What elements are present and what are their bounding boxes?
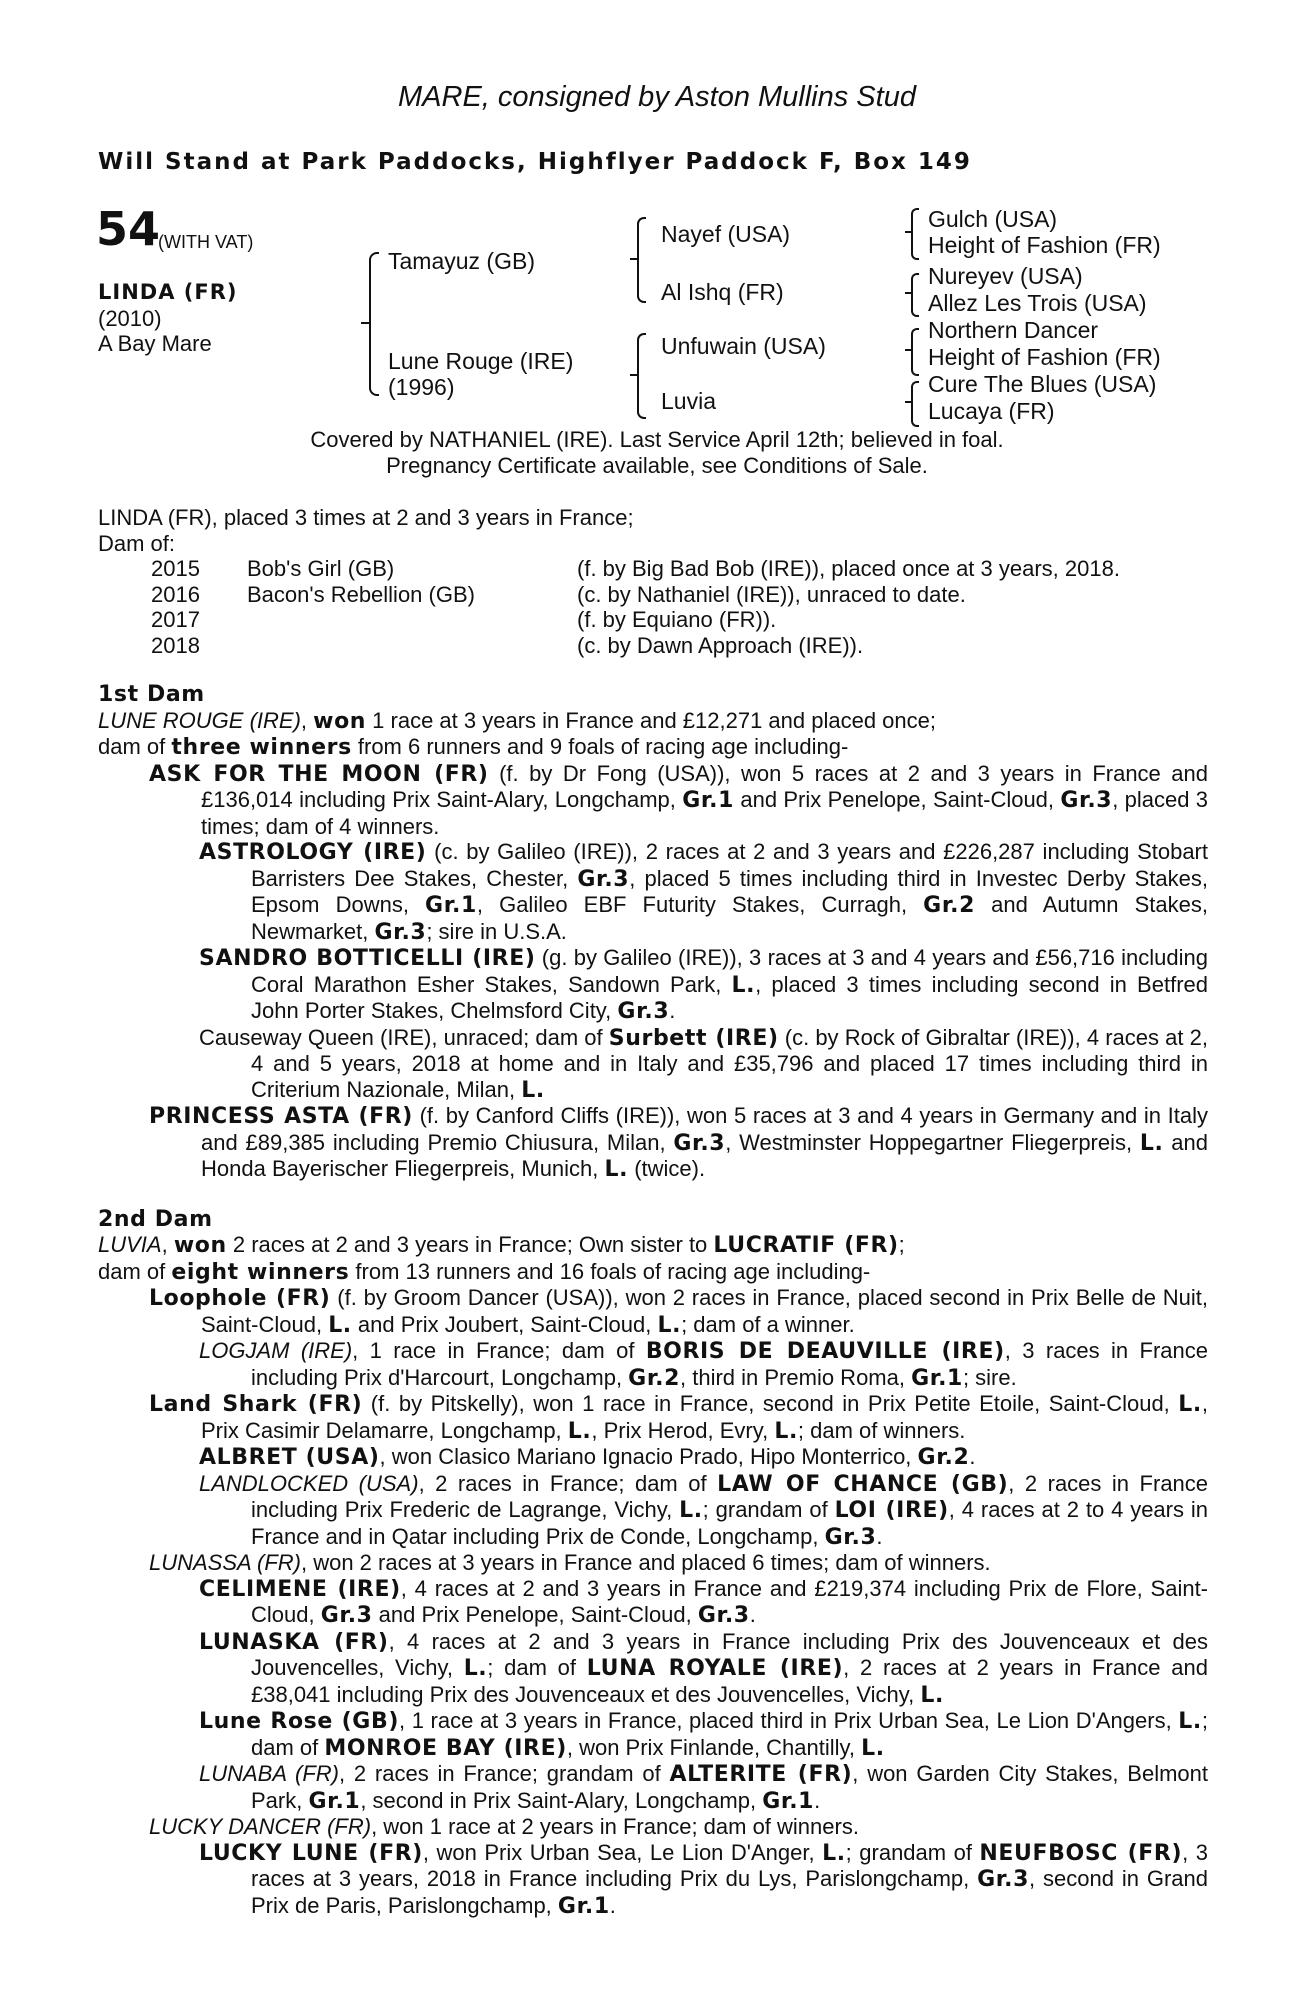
text-run: ; dam of winners. [797, 1417, 966, 1443]
dam-sire-sire: Northern Dancer [928, 317, 1099, 343]
text-run: , won Prix Urban Sea, Le Lion D'Anger, [422, 1839, 823, 1865]
pedigree-brace-2 [637, 217, 646, 303]
offspring-name [247, 607, 577, 633]
text-run: , Prix Casimir Delamarre, Longchamp, [201, 1391, 1208, 1443]
text-run: ; dam of [251, 1708, 1208, 1760]
bold-text: Gr.2 [628, 1365, 681, 1391]
text-run: , second in Grand Prix de Paris, Parislongchamp, [251, 1866, 1208, 1918]
dam-sire-dam: Height of Fashion (FR) [928, 344, 1161, 370]
text-run: ; dam of [487, 1655, 587, 1680]
bold-text: Gr.3 [1060, 788, 1113, 813]
text-run: dam of [98, 734, 172, 759]
bold-text: L. [604, 1157, 629, 1182]
italic-text: LUCKY DANCER (FR) [149, 1814, 372, 1839]
text-run: , 2 races in France; grandam of [338, 1761, 670, 1786]
horse-name: LINDA (FR) [98, 280, 238, 304]
bold-text: Gr.3 [977, 1867, 1029, 1892]
text-run: ; dam of a winner. [681, 1311, 855, 1337]
produce-entry [98, 1025, 1208, 1104]
horse-description: A Bay Mare [98, 331, 212, 356]
text-run: , won 1 race at 2 years in France; dam of winners. [371, 1814, 859, 1839]
text-run: from 13 runners and 16 foals of racing age including- [349, 1258, 871, 1284]
text-run: , 4 races at 2 and 3 years in France including Prix des Jouvenceaux et des Jouvencelles, Vichy, [251, 1628, 1208, 1680]
sire-dam-dam: Allez Les Trois (USA) [928, 290, 1147, 316]
bold-text: three winners [171, 735, 352, 760]
consignor-title: MARE, consigned by Aston Mullins Stud [398, 81, 916, 113]
sire-dam-sire: Nureyev (USA) [928, 263, 1083, 289]
bold-text: BORIS DE DEAUVILLE (IRE) [645, 1339, 1005, 1364]
bold-text: Land Shark (FR) [149, 1392, 363, 1417]
bold-text: L. [679, 1498, 703, 1523]
bold-text: Gr.2 [917, 1445, 970, 1470]
text-run: (c. by Rock of Gibraltar (IRE)), 4 races at 2, 4 and 5 years, 2018 at home and in Italy and £35,796 and placed 17 times including third in Criterium Nazionale, Milan, [251, 1024, 1208, 1102]
text-run: from 6 runners and 9 foals of racing age including- [351, 734, 849, 759]
bold-text: Gr.2 [923, 893, 975, 918]
text-run: (f. by Dr Fong (USA)), won 5 races at 2 and 3 years in France and £136,014 including Prix Saint-Alary, Longchamp, [201, 760, 1208, 812]
covered-note [0, 427, 1314, 478]
text-run: , third in Premio Roma, [680, 1364, 912, 1390]
text-run: (c. by Galileo (IRE)), 2 races at 2 and 3 years and £226,287 including Stobart Barristers Dee Stakes, Chester, [251, 839, 1208, 891]
text-run: . [669, 998, 676, 1023]
text-run: , placed 5 times including third in Investec Derby Stakes, Epsom Downs, [251, 865, 1209, 917]
bold-text: LUCRATIF (FR) [713, 1233, 899, 1258]
bold-text: L. [657, 1312, 682, 1338]
bold-text: ALBRET (USA) [199, 1445, 380, 1470]
dam-dam: Luvia [661, 388, 716, 414]
text-run: , Galileo EBF Futurity Stakes, Curragh, [476, 892, 924, 917]
text-run: , 3 races in France including Prix d'Harcourt, Longchamp, [251, 1338, 1209, 1390]
bold-text: LOI (IRE) [834, 1498, 949, 1523]
italic-text: LANDLOCKED (USA) [199, 1470, 419, 1496]
produce-entry [98, 1444, 1208, 1471]
produce-entry [98, 761, 1208, 840]
text-run: 1 race at 3 years in France and £12,271 and placed once; [366, 707, 936, 733]
italic-text: LUNASSA (FR) [149, 1550, 301, 1575]
bold-text: L. [731, 972, 756, 998]
text-run: , 4 races at 2 to 4 years in France and in Qatar including Prix de Conde, Longchamp, [251, 1497, 1208, 1549]
bold-text: Lune Rose (GB) [199, 1709, 399, 1734]
text-run: ; grandam of [845, 1839, 980, 1865]
first-dam-line [98, 708, 1208, 735]
offspring-row [151, 633, 1120, 659]
produce-entry [98, 1103, 1208, 1183]
produce-entry [98, 1708, 1208, 1761]
bold-text: Surbett (IRE) [608, 1025, 779, 1051]
text-run: , [161, 1232, 174, 1257]
bold-text: LUCKY LUNE (FR) [199, 1840, 423, 1866]
text-run: , 3 races at 3 years, 2018 in France including Prix du Lys, Parislongchamp, [251, 1839, 1208, 1891]
dam-of-label: Dam of: [98, 530, 176, 556]
bold-text: ASK FOR THE MOON (FR) [149, 761, 489, 787]
produce-entry [98, 1761, 1208, 1814]
dam-sire: Unfuwain (USA) [661, 333, 826, 359]
bold-text: Gr.3 [617, 999, 670, 1024]
text-run: (g. by Galileo (IRE)), 3 races at 3 and 4 years and £56,716 including Coral Marathon Esher Stakes, Sandown Park, [251, 945, 1209, 997]
text-run: , placed 3 times; dam of 4 winners. [201, 787, 1208, 839]
bold-text: Gr.3 [673, 1130, 726, 1156]
first-dam-heading: 1st Dam [98, 682, 205, 707]
text-run: , 2 races in France; dam of [418, 1470, 718, 1496]
text-run: , 2 races in France including Prix Frederic de Lagrange, Vichy, [251, 1470, 1209, 1522]
text-run: . [814, 1787, 821, 1813]
catalogue-body [98, 505, 1208, 1919]
text-run: ; sire. [962, 1364, 1017, 1390]
offspring-year: 2017 [151, 607, 200, 632]
bold-text: L. [774, 1418, 798, 1444]
sire-sire-dam: Height of Fashion (FR) [928, 232, 1161, 258]
bold-text: NEUFBOSC (FR) [979, 1840, 1183, 1866]
horse-info [98, 280, 237, 357]
bold-text: L. [1178, 1392, 1202, 1417]
bold-text: CELIMENE (IRE) [199, 1576, 401, 1602]
offspring-year: 2015 [151, 556, 200, 581]
italic-text: LUNABA (FR) [199, 1761, 339, 1786]
bold-text: won [173, 1233, 227, 1258]
text-run: ; sire in U.S.A. [426, 918, 567, 944]
text-run: and Honda Bayerischer Fliegerpreis, Munich, [201, 1129, 1208, 1181]
produce-entry [98, 945, 1208, 1025]
text-run: (f. by Pitskelly), won 1 race in France, second in Prix Petite Etoile, Saint-Cloud, [362, 1391, 1179, 1416]
offspring-row [151, 582, 1120, 608]
bold-text: ASTROLOGY (IRE) [199, 840, 427, 865]
text-run: , second in Prix Saint-Alary, Longchamp, [360, 1787, 763, 1813]
produce-entry [98, 1840, 1208, 1920]
bold-text: Gr.3 [697, 1603, 750, 1628]
second-dam-heading: 2nd Dam [98, 1206, 213, 1232]
text-run: , 2 races at 2 years in France and £38,041 including Prix des Jouvenceaux et des Jouvencelles, Vichy, [251, 1655, 1208, 1707]
bold-text: Gr.1 [425, 893, 477, 918]
produce-entry [98, 1576, 1208, 1629]
bold-text: Gr.1 [308, 1788, 361, 1814]
text-run: , 1 race at 3 years in France, placed third in Prix Urban Sea, Le Lion D'Angers, [398, 1708, 1179, 1733]
text-run: dam of [98, 1258, 172, 1284]
sire-sire: Nayef (USA) [661, 221, 791, 247]
horse-year: (2010) [98, 305, 162, 331]
offspring-name [247, 633, 577, 659]
offspring-table [151, 556, 1120, 658]
text-run: ; grandam of [702, 1497, 835, 1522]
text-run: , won Garden City Stakes, Belmont Park, [251, 1761, 1209, 1813]
text-run: , 4 races at 2 and 3 years in France and £219,374 including Prix de Flore, Saint-Cloud, [251, 1575, 1209, 1627]
text-run: and Prix Joubert, Saint-Cloud, [351, 1311, 658, 1337]
dam-year: (1996) [388, 374, 455, 400]
bold-text: L. [822, 1840, 846, 1866]
italic-text: LOGJAM (IRE) [199, 1338, 353, 1363]
italic-text: LUNE ROUGE (IRE) [98, 707, 301, 733]
bold-text: LUNASKA (FR) [199, 1629, 389, 1655]
bold-text: L. [1178, 1709, 1202, 1734]
bold-text: L. [1139, 1130, 1164, 1156]
bold-text: PRINCESS ASTA (FR) [149, 1104, 413, 1129]
text-run: , placed 3 times including second in Betfred John Porter Stakes, Chelmsford City, [251, 971, 1208, 1023]
covered-line-2: Pregnancy Certificate available, see Conditions of Sale. [386, 452, 928, 478]
text-run: , won 2 races at 3 years in France and placed 6 times; dam of winners. [300, 1550, 991, 1575]
text-run: (f. by Groom Dancer (USA)), won 2 races in France, placed second in Prix Belle de Nuit, Saint-Cloud, [201, 1285, 1208, 1337]
text-run: , [300, 707, 314, 733]
text-run: and Prix Penelope, Saint-Cloud, [734, 787, 1061, 812]
text-run: (f. by Canford Cliffs (IRE)), won 5 races at 3 and 4 years in Germany and in Italy and £89,385 including Premio Chiusura, Milan, [201, 1103, 1209, 1155]
bold-text: Gr.1 [762, 1788, 815, 1814]
text-run: 2 races at 2 and 3 years in France; Own sister to [226, 1232, 714, 1257]
bold-text: Gr.3 [374, 919, 427, 945]
text-run: . [749, 1602, 756, 1627]
offspring-year: 2016 [151, 581, 200, 607]
text-run: . [969, 1444, 976, 1469]
bold-text: Gr.1 [911, 1365, 963, 1391]
bold-text: L. [328, 1312, 352, 1338]
text-run: and Prix Penelope, Saint-Cloud, [372, 1602, 698, 1627]
text-run: , Westminster Hoppegartner Fliegerpreis, [725, 1129, 1140, 1155]
produce-entry [98, 1471, 1208, 1551]
offspring-detail: (c. by Nathaniel (IRE)), unraced to date. [577, 581, 966, 607]
bold-text: LAW OF CHANCE (GB) [717, 1471, 1009, 1497]
produce-entry [98, 1285, 1208, 1338]
offspring-row [151, 607, 1120, 633]
offspring-detail: (f. by Big Bad Bob (IRE)), placed once at 3 years, 2018. [577, 556, 1120, 581]
bold-text: won [313, 708, 367, 734]
bold-text: L. [567, 1418, 592, 1444]
pedigree-brace-3 [637, 333, 646, 419]
text-run: . [876, 1523, 883, 1549]
bold-text: Gr.3 [577, 866, 630, 892]
text-run: (twice). [628, 1156, 706, 1181]
offspring-detail: (f. by Equiano (FR)). [577, 607, 777, 632]
second-dam-produce [98, 1259, 1208, 1286]
lot-number: 54 [96, 202, 161, 256]
text-run: , 1 race in France; dam of [352, 1338, 646, 1363]
bold-text: Loophole (FR) [149, 1286, 331, 1311]
offspring-name: Bob's Girl (GB) [247, 556, 395, 581]
bold-text: Gr.1 [557, 1893, 610, 1919]
produce-entry [98, 1338, 1208, 1391]
text-run: Causeway Queen (IRE), unraced; dam of [199, 1024, 609, 1050]
dam: Lune Rouge (IRE) [388, 348, 574, 374]
dam-dam-sire: Cure The Blues (USA) [928, 371, 1157, 397]
offspring-detail: (c. by Dawn Approach (IRE)). [577, 632, 864, 658]
text-run: , won Clasico Mariano Ignacio Prado, Hipo Monterrico, [379, 1444, 918, 1469]
bold-text: eight winners [171, 1259, 350, 1285]
bold-text: Gr.3 [320, 1603, 373, 1628]
dam-dam-dam: Lucaya (FR) [928, 398, 1055, 424]
offspring-year: 2018 [151, 632, 200, 658]
bold-text: SANDRO BOTTICELLI (IRE) [199, 946, 536, 971]
first-dam-produce [98, 734, 1208, 761]
produce-entry [98, 1814, 1208, 1840]
bold-text: L. [861, 1735, 885, 1761]
text-run: , won Prix Finlande, Chantilly, [566, 1734, 862, 1760]
produce-entry [98, 1391, 1208, 1444]
offspring-row [151, 556, 1120, 582]
offspring-name: Bacon's Rebellion (GB) [247, 581, 475, 607]
produce-entry [98, 1550, 1208, 1576]
bold-text: Gr.3 [824, 1524, 877, 1550]
sire: Tamayuz (GB) [388, 248, 535, 274]
racing-record: LINDA (FR), placed 3 times at 2 and 3 years in France; [98, 505, 634, 530]
bold-text: L. [521, 1077, 545, 1103]
produce-entry [98, 839, 1208, 945]
vat-note: (WITH VAT) [158, 232, 254, 252]
second-dam-line [98, 1232, 1208, 1259]
bold-text: MONROE BAY (IRE) [324, 1735, 567, 1761]
bold-text: L. [920, 1682, 944, 1708]
produce-entry [98, 1629, 1208, 1709]
stand-location: Will Stand at Park Paddocks, Highflyer Paddock F, Box 149 [98, 149, 972, 175]
text-run: , Prix Herod, Evry, [591, 1417, 775, 1443]
bold-text: Gr.1 [682, 788, 735, 813]
bold-text: LUNA ROYALE (IRE) [586, 1656, 844, 1681]
italic-text: LUVIA [98, 1232, 162, 1257]
sire-sire-sire: Gulch (USA) [928, 206, 1058, 232]
sire-dam: Al Ishq (FR) [661, 279, 784, 305]
covered-line-1: Covered by NATHANIEL (IRE). Last Service April 12th; believed in foal. [310, 427, 1004, 452]
text-run: . [609, 1892, 616, 1918]
bold-text: L. [463, 1656, 488, 1681]
text-run: and Autumn Stakes, Newmarket, [251, 892, 1208, 944]
pedigree-brace-1 [369, 252, 379, 396]
bold-text: ALTERITE (FR) [669, 1762, 853, 1787]
text-run: ; [898, 1232, 905, 1257]
